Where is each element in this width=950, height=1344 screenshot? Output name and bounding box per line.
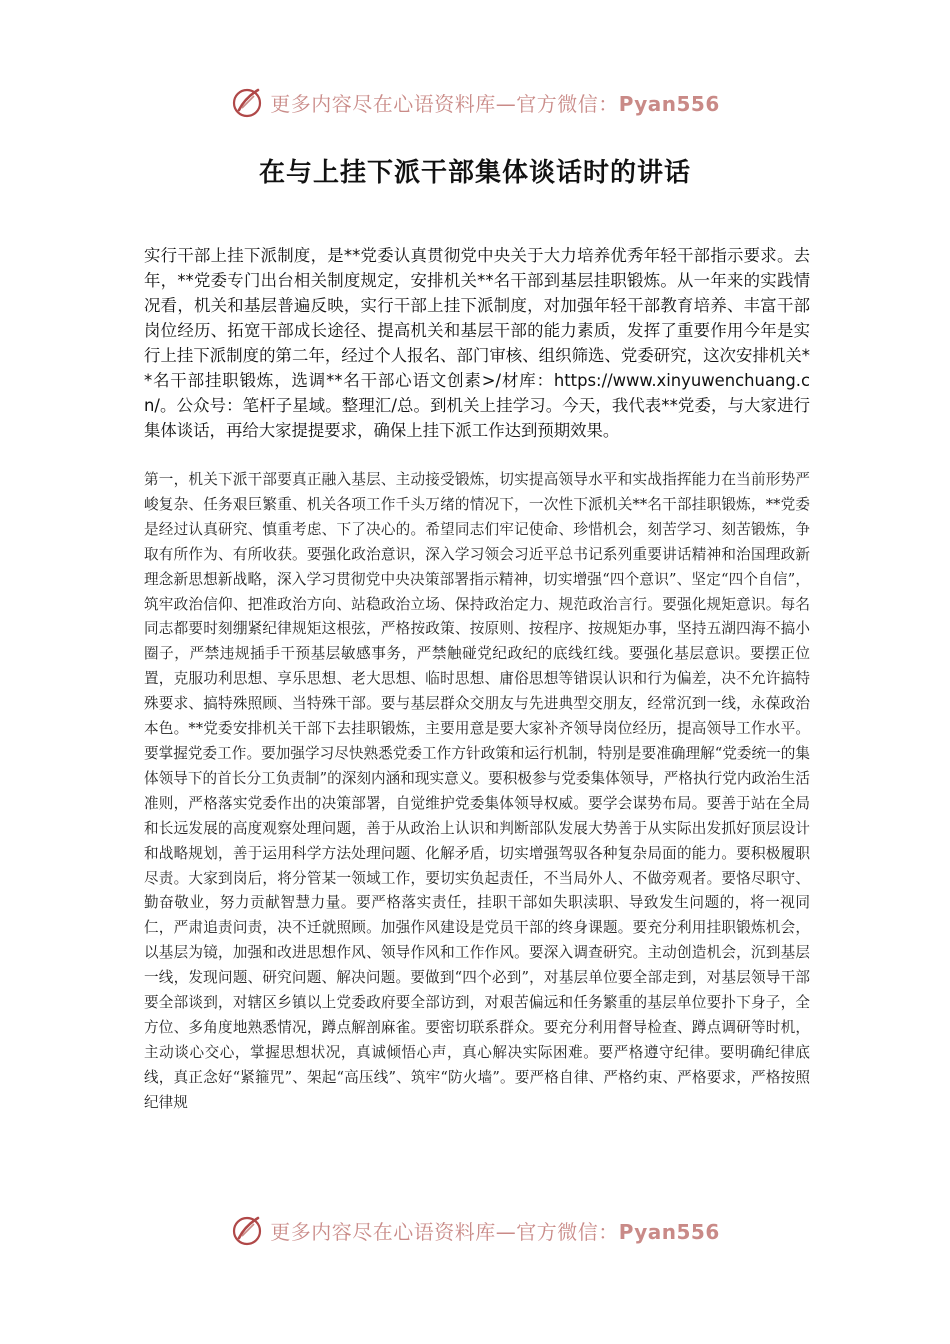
header-banner	[0, 80, 950, 124]
intro-paragraph: 实行干部上挂下派制度，是**党委认真贯彻党中央关于大力培养优秀年轻干部指示要求。去年，**党委专门出台相关制度规定，安排机关**名干部到基层挂职锻炼。从一年来的实践情况看，机关和基层普遍反映，实行干部上挂下派制度，对加强年轻干部教育培养、丰富干部岗位经历、拓宽干部成长途径、提高机关和基层干部的能力素质，发挥了重要作用今年是实行上挂下派制度的第二年，经过个人报名、部门审核、组织筛选、党委研究，这次安排机关**名干部挂职锻炼，选调**名干部心语文创素>/材库：https://www.xinyuwenchuang.cn/。公众号：笔杆子星域。整理汇/总。到机关上挂学习。今天，我代表**党委，与大家进行集体谈话，再给大家提提要求，确保上挂下派工作达到预期效果。	[144, 246, 810, 440]
footer-banner	[0, 1208, 950, 1252]
body-paragraph: 第一，机关下派干部要真正融入基层、主动接受锻炼，切实提高领导水平和实战指挥能力在当前形势严峻复杂、任务艰巨繁重、机关各项工作千头万绪的情况下，一次性下派机关**名干部挂职锻炼，**党委是经过认真研究、慎重考虑、下了决心的。希望同志们牢记使命、珍惜机会，刻苦学习、刻苦锻炼，争取有所作为、有所收获。要强化政治意识，深入学习领会习近平总书记系列重要讲话精神和治国理政新理念新思想新战略，深入学习贯彻党中央决策部署指示精神，切实增强“四个意识”、坚定“四个自信”，筑牢政治信仰、把准政治方向、站稳政治立场、保持政治定力、规范政治言行。要强化规矩意识。每名同志都要时刻绷紧纪律规矩这根弦，严格按政策、按原则、按程序、按规矩办事，坚持五湖四海不搞小圈子，严禁违规插手干预基层敏感事务，严禁触碰党纪政纪的底线红线。要强化基层意识。要摆正位置，克服功利思想、享乐思想、老大思想、临时思想、庸俗思想等错误认识和行为偏差，决不允许搞特殊要求、搞特殊照顾、当特殊干部。要与基层群众交朋友与先进典型交朋友，经常沉到一线，永葆政治本色。**党委安排机关干部下去挂职锻炼，主要用意是要大家补齐领导岗位经历，提高领导工作水平。要掌握党委工作。要加强学习尽快熟悉党委工作方针政策和运行机制，特别是要准确理解“党委统一的集体领导下的首长分工负责制”的深刻内涵和现实意义。要积极参与党委集体领导，严格执行党内政治生活准则，严格落实党委作出的决策部署，自觉维护党委集体领导权威。要学会谋势布局。要善于站在全局和长远发展的高度观察处理问题，善于从政治上认识和判断部队发展大势善于从实际出发抓好顶层设计和战略规划，善于运用科学方法处理问题、化解矛盾，切实增强驾驭各种复杂局面的能力。要积极履职尽责。大家到岗后，将分管某一领域工作，要切实负起责任，不当局外人、不做旁观者。要恪尽职守、勤奋敬业，努力贡献智慧力量。要严格落实责任，挂职干部如失职渎职、导致发生问题的，将一视同仁，严肃追责问责，决不迁就照顾。加强作风建设是党员干部的终身课题。要充分利用挂职锻炼机会，以基层为镜，加强和改进思想作风、领导作风和工作作风。要深入调查研究。主动创造机会，沉到基层一线，发现问题、研究问题、解决问题。要做到“四个必到”，对基层单位要全部走到，对基层领导干部要全部谈到，对辖区乡镇以上党委政府要全部访到，对艰苦偏远和任务繁重的基层单位要扑下身子，全方位、多角度地熟悉情况，蹲点解剖麻雀。要密切联系群众。要充分利用督导检查、蹲点调研等时机，主动谈心交心，掌握思想状况，真诚倾悟心声，真心解决实际困难。要严格遵守纪律。要明确纪律底线，真正念好“紧箍咒”、架起“高压线”、筑牢“防火墙”。要严格自律、严格约束、严格要求，严格按照纪律规	[144, 471, 810, 1111]
banner-text: 更多内容尽在心语资料库—官方微信：Pyan556	[270, 91, 720, 116]
document-title: 在与上挂下派干部集体谈话时的讲话	[258, 158, 691, 188]
pen-logo-icon	[230, 84, 266, 120]
banner-text: 更多内容尽在心语资料库—官方微信：Pyan556	[270, 1219, 720, 1244]
pen-logo-icon	[230, 1212, 266, 1248]
